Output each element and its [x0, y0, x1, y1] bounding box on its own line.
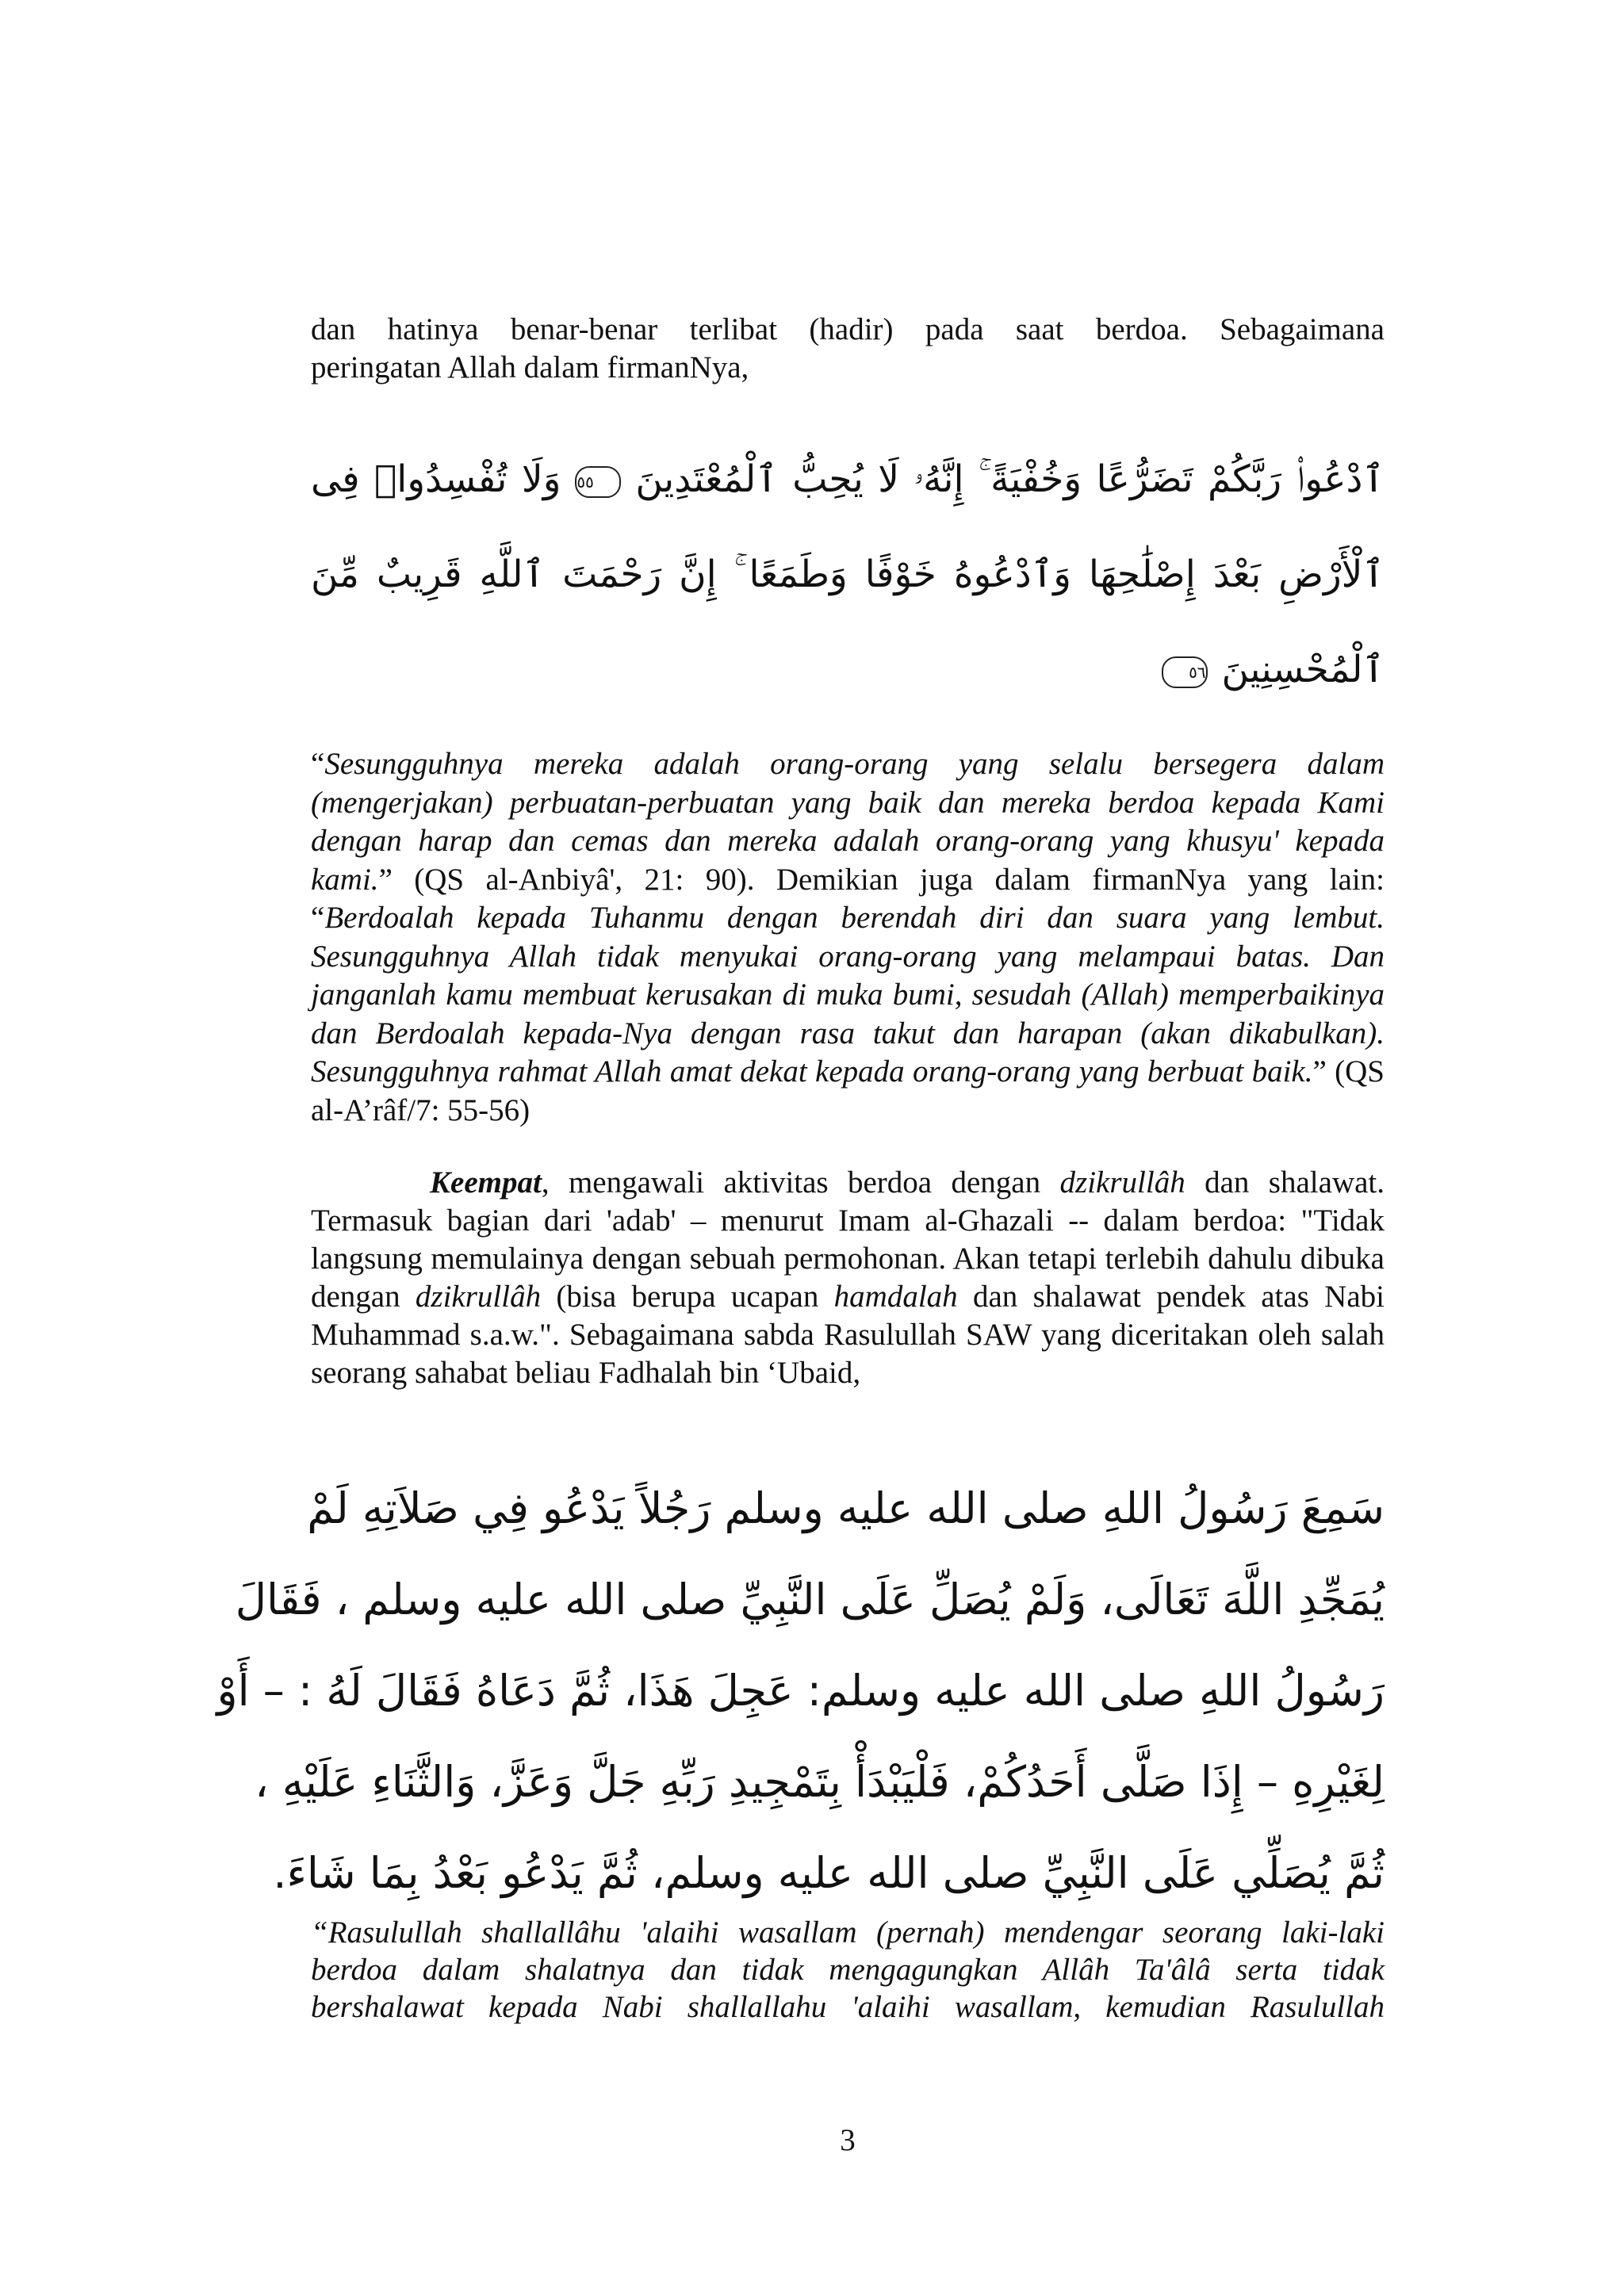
keempat-paragraph: [311, 1164, 1385, 1392]
anbiya-citation: ” (QS al-Anbiyâ', 21: 90). Demikian juga dalam firmanNya yang lain: “: [311, 862, 1385, 935]
quran-line-1-b: وَلَا تُفْسِدُوا۟ فِى: [311, 457, 561, 501]
keempat-text-1: , mengawali aktivitas berdoa dengan: [541, 1165, 1060, 1200]
dzikrullah-term-2: dzikrullâh: [415, 1280, 542, 1314]
keempat-label: Keempat: [430, 1165, 542, 1200]
quran-line-1: [311, 432, 1385, 527]
document-page: [216, 0, 1385, 2296]
intro-paragraph: [311, 311, 1385, 387]
hadith-text: [216, 1463, 1385, 1919]
hadith-line-3: رَسُولُ اللهِ صلى الله عليه وسلم: عَجِلَ هَذَا، ثُمَّ دَعَاهُ فَقَالَ لَهُ : – أَوْ: [216, 1666, 1385, 1716]
ayah-55-marker: ٥٥: [575, 466, 621, 498]
hadith-line-1: سَمِعَ رَسُولُ اللهِ صلى الله عليه وسلم رَجُلاً يَدْعُو فِي صَلاَتِهِ لَمْ: [307, 1483, 1385, 1533]
ayah-56-marker: ٥٦: [1162, 656, 1208, 688]
quran-line-2: ٱلْأَرْضِ بَعْدَ إِصْلَٰحِهَا وَٱدْعُوهُ خَوْفًا وَطَمَعًا ۚ إِنَّ رَحْمَتَ ٱللَّهِ قَرِيبٌ مِّنَ: [311, 553, 1385, 596]
dzikrullah-term-1: dzikrullâh: [1059, 1165, 1185, 1200]
hadith-line-2: يُمَجِّدِ اللَّهَ تَعَالَى، وَلَمْ يُصَلِّ عَلَى النَّبِيِّ صلى الله عليه وسلم ، فَقَالَ: [235, 1575, 1385, 1624]
keempat-text-3: (bisa berupa ucapan: [541, 1280, 834, 1314]
intro-line-2: peringatan Allah dalam firmanNya,: [311, 350, 749, 385]
quran-line-3: [311, 622, 1385, 718]
quran-verse: [311, 432, 1385, 718]
hadith-line-5: ثُمَّ يُصَلِّي عَلَى النَّبِيِّ صلى الله عليه وسلم، ثُمَّ يَدْعُو بَعْدُ بِمَا شَاءَ.: [273, 1848, 1385, 1898]
translation-paragraph-2: [311, 1914, 1385, 2026]
anbiya-translation: Sesungguhnya mereka adalah orang-orang yang selalu bersegera dalam (mengerjakan) perbuatan-perbuatan yang baik dan mereka berdoa kepada Kami dengan harap dan cemas dan mereka adalah orang-orang yang khusyu' kepada kami.: [311, 747, 1385, 897]
araf-citation: ” (QS al-A’râf/7: 55-56): [311, 1054, 1385, 1127]
translation-paragraph-1: [311, 745, 1385, 1130]
araf-translation: Berdoalah kepada Tuhanmu dengan berendah diri dan suara yang lembut. Sesungguhnya Allah tidak menyukai orang-orang yang melampaui batas. Dan janganlah kamu membuat kerusakan di muka bumi, sesudah (Allah) memperbaikinya dan Berdoalah kepada-Nya dengan rasa takut dan harapan (akan dikabulkan). Sesungguhnya rahmat Allah amat dekat kepada orang-orang yang berbuat baik.: [311, 901, 1385, 1089]
hadith-translation: “Rasulullah shallallâhu 'alaihi wasallam (pernah) mendengar seorang laki-laki berdoa dalam shalatnya dan tidak mengagungkan Allâh Ta'âlâ serta tidak bershalawat kepada Nabi shallallahu 'alaihi wasallam, kemudian Rasulullah: [311, 1915, 1385, 2024]
quran-line-3-text: ٱلْمُحْسِنِينَ: [1221, 648, 1385, 691]
keempat-text-2: dan shalawat. Termasuk bagian dari 'adab' – menurut Imam al-Ghazali -- dalam berdoa: "Tidak langsung memulainya dengan sebuah permohonan. Akan tetapi terlebih dahulu dibuka dengan: [311, 1165, 1385, 1314]
keempat-text-4: dan shalawat pendek atas Nabi Muhammad s.a.w.". Sebagaimana sabda Rasulullah SAW yang diceritakan oleh salah seorang sahabat beliau Fadhalah bin ‘Ubaid,: [311, 1280, 1385, 1390]
hamdalah-term: hamdalah: [833, 1280, 958, 1314]
quran-line-1-a: ٱدْعُوا۟ رَبَّكُمْ تَضَرُّعًا وَخُفْيَةً ۚ إِنَّهُۥ لَا يُحِبُّ ٱلْمُعْتَدِينَ: [635, 457, 1385, 501]
intro-line-1: dan hatinya benar-benar terlibat (hadir) pada saat berdoa. Sebagaimana: [311, 312, 1385, 346]
hadith-line-4: لِغَيْرِهِ – إِذَا صَلَّى أَحَدُكُمْ، فَلْيَبْدَأْ بِتَمْجِيدِ رَبِّهِ جَلَّ وَعَزَّ، وَالثَّنَاءِ عَلَيْهِ ،: [255, 1757, 1385, 1807]
page-number: 3: [840, 2123, 856, 2157]
quote-open: “: [311, 747, 325, 781]
